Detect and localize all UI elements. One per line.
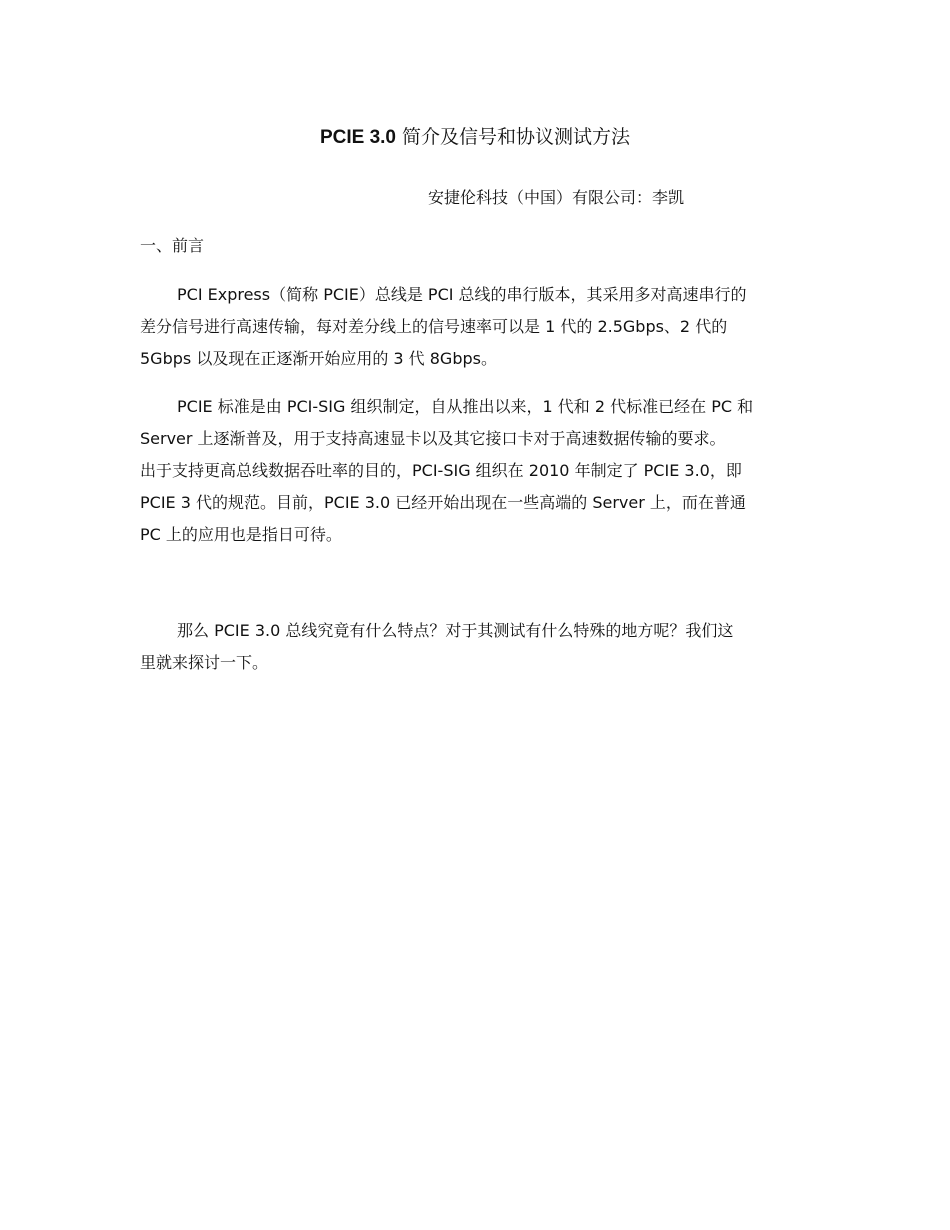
paragraph-line: 那么 PCIE 3.0 总线究竟有什么特点？对于其测试有什么特殊的地方呢？我们这 <box>177 621 734 640</box>
paragraph-line: 里就来探讨一下。 <box>140 653 269 672</box>
paragraph-line: PCI Express（简称 PCIE）总线是 PCI 总线的串行版本，其采用多对高速串行的 <box>177 285 747 304</box>
title-chinese-part: 简介及信号和协议测试方法 <box>396 126 631 148</box>
paragraph-3 <box>140 615 810 679</box>
paragraph-line: Server 上逐渐普及，用于支持高速显卡以及其它接口卡对于高速数据传输的要求。 <box>140 429 726 448</box>
paragraph-1 <box>140 279 810 375</box>
paragraph-line: 出于支持更高总线数据吞吐率的目的，PCI-SIG 组织在 2010 年制定了 PCIE 3.0，即 <box>140 461 742 480</box>
section-heading: 一、前言 <box>140 236 205 255</box>
author-line: 安捷伦科技（中国）有限公司：李凯 <box>428 188 685 207</box>
paragraph-line: PCIE 标准是由 PCI-SIG 组织制定，自从推出以来，1 代和 2 代标准已经在 PC 和 <box>177 397 754 416</box>
paragraph-2 <box>140 391 810 551</box>
paragraph-line: PC 上的应用也是指日可待。 <box>140 525 342 544</box>
paragraph-line: 差分信号进行高速传输，每对差分线上的信号速率可以是 1 代的 2.5Gbps、2 代的 <box>140 317 728 336</box>
title-latin-part: PCIE 3.0 <box>319 127 396 148</box>
paragraph-line: 5Gbps 以及现在正逐渐开始应用的 3 代 8Gbps。 <box>140 349 497 368</box>
paragraph-line: PCIE 3 代的规范。目前，PCIE 3.0 已经开始出现在一些高端的 Server 上，而在普通 <box>140 493 746 512</box>
document-title <box>0 122 950 153</box>
